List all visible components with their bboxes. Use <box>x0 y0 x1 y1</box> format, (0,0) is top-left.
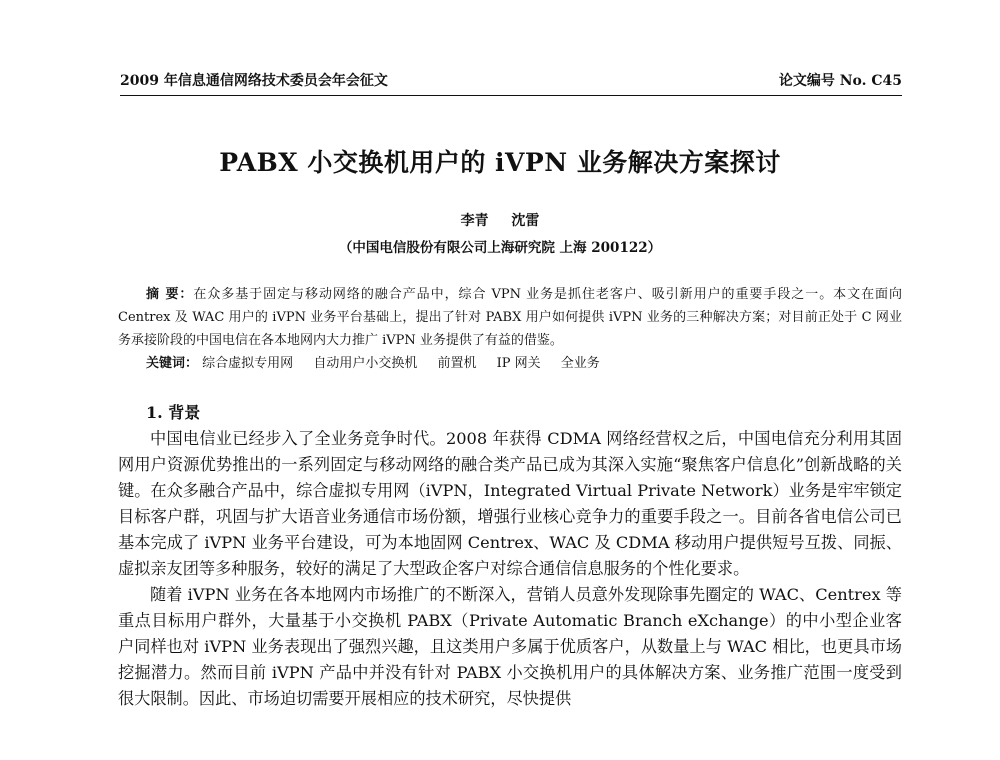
section-heading: 1. 背景 <box>146 403 201 422</box>
abstract-block <box>118 283 902 375</box>
keyword-item: 自动用户小交换机 <box>313 356 418 371</box>
keyword-item: 综合虚拟专用网 <box>202 356 294 371</box>
paper-title: PABX 小交换机用户的 iVPN 业务解决方案探讨 <box>219 148 781 177</box>
abstract-paragraph <box>118 283 902 352</box>
keyword-item: 前置机 <box>437 356 477 371</box>
header-paper-number: 论文编号 No. C45 <box>778 73 902 89</box>
keyword-item: 全业务 <box>560 356 600 371</box>
abstract-label: 摘 要： <box>146 287 194 302</box>
header-conference: 2009 年信息通信网络技术委员会年会征文 <box>120 73 388 89</box>
keywords-label: 关键词： <box>146 356 199 371</box>
body-paragraph: 随着 iVPN 业务在各本地网内市场推广的不断深入，营销人员意外发现除事先圈定的 WAC、Centrex 等重点目标用户群外，大量基于小交换机 PABX（Private Automatic Branch eXchange）的中小型企业客户同样也对 iVPN 业务表现出了强烈兴趣，且这类用户多属于优质客户，从数量上与 WAC 相比，也更具市场挖掘潜力。然而目前 iVPN 产品中并没有针对 PABX 小交换机用户的具体解决方案、业务推广范围一度受到很大限制。因此、市场迫切需要开展相应的技术研究，尽快提供 <box>118 585 902 708</box>
keywords-line <box>118 352 902 375</box>
section-background <box>118 402 902 712</box>
paper-authors: 李青 沈雷 <box>460 213 540 229</box>
keyword-item: IP 网关 <box>496 356 541 371</box>
abstract-text: 在众多基于固定与移动网络的融合产品中，综合 VPN 业务是抓住老客户、吸引新用户的重要手段之一。本文在面向 Centrex 及 WAC 用户的 iVPN 业务平台基础上，提出了针对 PABX 用户如何提供 iVPN 业务的三种解决方案；对目前正处于 C 网业务承接阶段的中国电信在各本地网内大力推广 iVPN 业务提供了有益的借鉴。 <box>118 287 902 348</box>
body-paragraph: 中国电信业已经步入了全业务竞争时代。2008 年获得 CDMA 网络经营权之后，中国电信充分利用其固网用户资源优势推出的一系列固定与移动网络的融合类产品已成为其深入实施“聚焦客户信息化”创新战略的关键。在众多融合产品中，综合虚拟专用网（iVPN，Integrated Virtual Private Network）业务是牢牢锁定目标客户群，巩固与扩大语音业务通信市场份额，增强行业核心竞争力的重要手段之一。目前各省电信公司已基本完成了 iVPN 业务平台建设，可为本地固网 Centrex、WAC 及 CDMA 移动用户提供短号互拨、同振、虚拟亲友团等多种服务，较好的满足了大型政企客户对综合通信信息服务的个性化要求。 <box>118 429 902 578</box>
running-header <box>120 70 902 96</box>
paper-affiliation: （中国电信股份有限公司上海研究院 上海 200122） <box>338 240 662 256</box>
